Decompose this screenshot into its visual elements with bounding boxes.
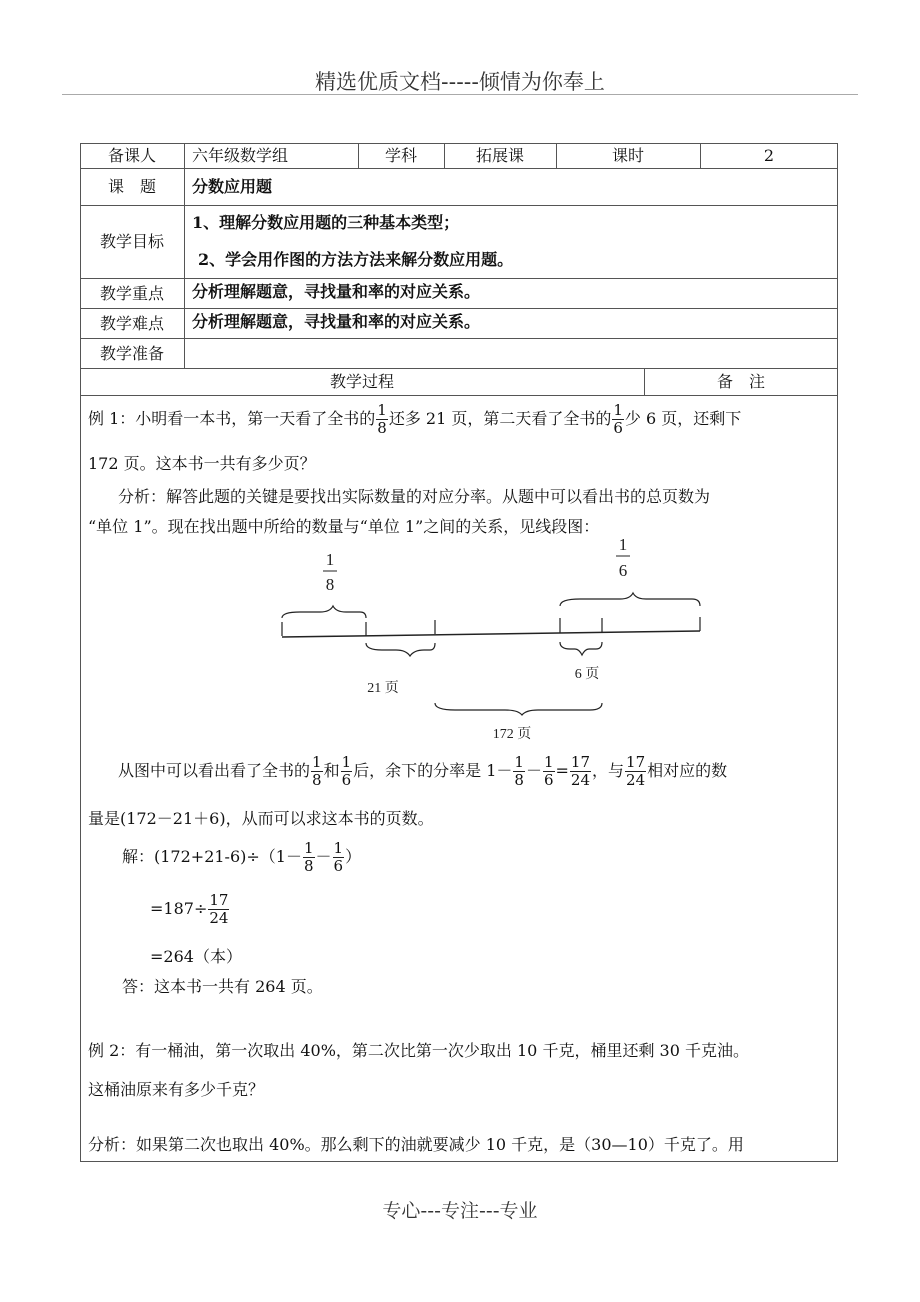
notes-label: 备 注: [716, 372, 765, 391]
subject-value: 拓展课: [475, 146, 524, 165]
denominator: 6: [333, 857, 344, 875]
process-label: 教学过程: [329, 372, 394, 391]
text: 还多 21 页，第二天看了全书的: [388, 409, 612, 428]
text: =: [555, 761, 569, 780]
fraction: [543, 754, 555, 789]
fraction: [513, 754, 525, 789]
label-6-pages: 6 页: [574, 667, 600, 682]
segment-line: [282, 631, 700, 637]
header-divider: [62, 94, 858, 95]
goal-item: 1、理解分数应用题的三种基本类型；: [192, 213, 460, 232]
text: 相对应的数: [647, 761, 728, 780]
row-divider: [80, 278, 838, 279]
page-footer: 专心---专注---专业: [382, 1200, 538, 1222]
text: 解：(172+21-6)÷（1－: [122, 847, 302, 866]
example1-explanation-line1: [118, 754, 727, 789]
fraction: [208, 892, 229, 927]
label-21-pages: 21 页: [367, 681, 399, 696]
denominator: 6: [543, 771, 554, 789]
numerator: 1: [303, 839, 314, 857]
row-divider: [80, 368, 838, 369]
denominator: 24: [626, 771, 646, 789]
key-value: 分析理解题意，寻找量和率的对应关系。: [192, 282, 481, 301]
row-divider: [80, 338, 838, 339]
brace-one-sixth: [560, 593, 700, 606]
text: 和: [323, 761, 340, 780]
numerator: 1: [341, 753, 352, 771]
subject-label: 学科: [384, 146, 417, 165]
numerator: 1: [325, 550, 335, 569]
numerator: 1: [618, 535, 628, 554]
prep-label: 教学准备: [99, 344, 164, 363]
hours-value: 2: [763, 146, 775, 165]
goal-item: 2、学会用作图的方法方法来解分数应用题。: [198, 250, 514, 269]
row-divider: [80, 205, 838, 206]
text: 例 1：小明看一本书，第一天看了全书的: [88, 409, 376, 428]
text: 后，余下的分率是 1－: [353, 761, 513, 780]
example1-solution-line2: [150, 892, 230, 927]
denominator: 8: [377, 419, 387, 437]
example1-analysis-line1: 分析：解答此题的关键是要找出实际数量的对应分率。从题中可以看出书的总页数为: [118, 487, 711, 506]
page-header: 精选优质文档-----倾情为你奉上: [315, 70, 605, 94]
denominator: 8: [325, 575, 335, 594]
example2-analysis: 分析：如果第二次也取出 40%。那么剩下的油就要减少 10 千克，是（30—10）千克了。用: [88, 1135, 744, 1154]
text: －: [525, 761, 542, 780]
denominator: 6: [618, 561, 628, 580]
brace-6-pages: [560, 642, 602, 655]
fraction: [303, 840, 315, 875]
goals-label: 教学目标: [99, 232, 164, 251]
brace-one-eighth: [282, 606, 366, 618]
text: =187÷: [150, 899, 208, 918]
example2-line2: 这桶油原来有多少千克？: [88, 1080, 265, 1099]
denominator: 8: [514, 771, 524, 789]
line-segment-diagram: [270, 530, 720, 750]
frac-left-label: [323, 550, 337, 594]
numerator: 1: [514, 753, 524, 771]
numerator: 1: [613, 401, 623, 419]
text: －: [315, 847, 332, 866]
difficulty-label: 教学难点: [99, 314, 164, 333]
denominator: 6: [613, 419, 623, 437]
preparer-label: 备课人: [107, 146, 156, 165]
numerator: 17: [626, 753, 646, 771]
brace-21-pages: [366, 643, 435, 656]
example1-explanation-line2: 量是(172－21＋6)，从而可以求这本书的页数。: [88, 809, 434, 828]
numerator: 1: [333, 839, 344, 857]
row-divider: [80, 395, 838, 396]
denominator: 6: [341, 771, 352, 789]
example1-answer: 答：这本书一共有 264 页。: [122, 977, 323, 996]
frac-right-label: [616, 535, 630, 580]
fraction: [341, 754, 353, 789]
label-172-pages: 172 页: [492, 727, 532, 742]
fraction: [333, 840, 345, 875]
text: 少 6 页，还剩下: [624, 409, 742, 428]
denominator: 24: [209, 909, 229, 927]
example1-solution-line3: =264（本）: [150, 947, 242, 966]
example1-line1: [88, 402, 741, 437]
fraction: [570, 754, 591, 789]
preparer-value: 六年级数学组: [192, 146, 289, 165]
row-divider: [80, 308, 838, 309]
text: ，与: [592, 761, 625, 780]
example1-solution-line1: [122, 840, 361, 875]
col-divider: [184, 143, 185, 368]
example1-line2: 172 页。这本书一共有多少页？: [88, 454, 316, 473]
denominator: 8: [303, 857, 314, 875]
denominator: 8: [312, 771, 322, 789]
denominator: 24: [570, 771, 591, 789]
topic-label: 课 题: [107, 177, 156, 196]
numerator: 1: [543, 753, 554, 771]
numerator: 17: [570, 753, 591, 771]
numerator: 1: [377, 401, 387, 419]
text: 从图中可以看出看了全书的: [118, 761, 311, 780]
fraction: [376, 402, 388, 437]
topic-value: 分数应用题: [192, 177, 273, 196]
example2-line1: 例 2：有一桶油，第一次取出 40%，第二次比第一次少取出 10 千克，桶里还剩 30 千克油。: [88, 1041, 749, 1060]
row-divider: [80, 168, 838, 169]
fraction: [625, 754, 646, 789]
brace-172-pages: [435, 703, 602, 715]
hours-label: 课时: [611, 146, 644, 165]
numerator: 17: [209, 891, 229, 909]
example1-analysis-line2: “单位 1”。现在找出题中所给的数量与“单位 1”之间的关系，见线段图：: [88, 517, 600, 536]
difficulty-value: 分析理解题意，寻找量和率的对应关系。: [192, 312, 481, 331]
numerator: 1: [312, 753, 322, 771]
fraction: [311, 754, 323, 789]
key-label: 教学重点: [99, 284, 164, 303]
text: ）: [345, 847, 362, 866]
fraction: [612, 402, 624, 437]
